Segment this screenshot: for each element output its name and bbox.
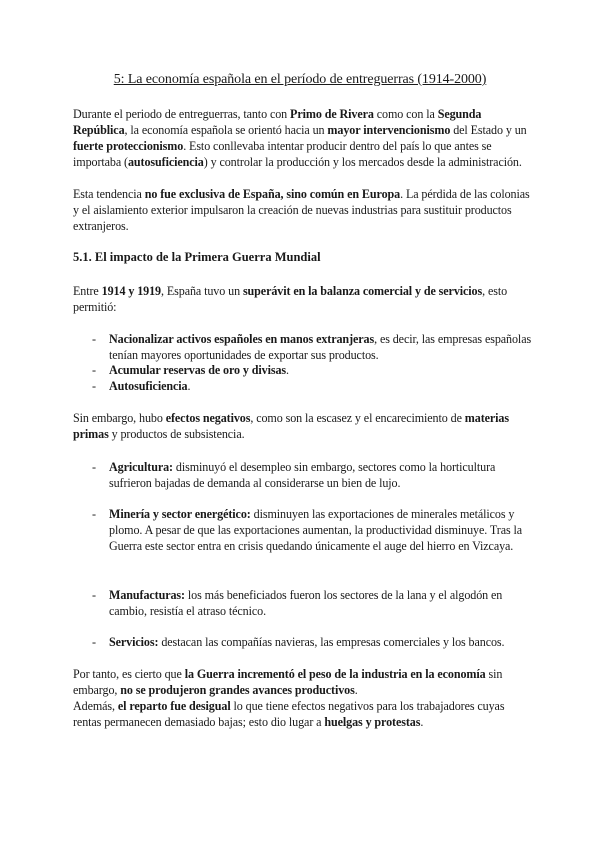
intro-text-6: ) y controlar la producción y los mercados desde la administración.	[203, 155, 522, 170]
intro-text-3: , la economía española se orientó hacia un	[124, 123, 328, 138]
list-item-text: destacan las compañías navieras, las empresas comerciales y los bancos.	[158, 635, 505, 649]
list-dash: -	[92, 460, 96, 474]
intro-bold-2: Segunda República	[73, 107, 482, 138]
list-item	[92, 506, 532, 554]
list-item	[92, 587, 532, 619]
intro-bold-5: autosuficiencia	[127, 155, 204, 170]
conclusion-text-2: sin embargo,	[73, 667, 503, 698]
list-item-text: disminuyen las exportaciones de minerales metálicos y plomo. A pesar de que las exportaciones aumentan, la productividad disminuye. Tras la Guerra este sector entra en crisis quedando únicamente el auge del hierro en Vizcaya.	[109, 507, 523, 554]
ademas-bold-2: huelgas y protestas	[324, 715, 421, 730]
intro-paragraph	[73, 106, 533, 170]
conclusion-text-3: .	[354, 683, 358, 698]
sin-embargo-paragraph	[73, 410, 533, 442]
list-item-text: .	[187, 379, 191, 393]
list-dash: -	[92, 363, 96, 377]
list-item-bold: Nacionalizar activos españoles en manos extranjeras	[109, 332, 375, 346]
list-item-text: disminuyó el desempleo sin embargo, sectores como la horticultura sufrieron bajadas de demanda al considerarse un bien de lujo.	[109, 460, 496, 491]
intro-text-4: del Estado y un	[450, 123, 527, 138]
intro-text-5: . Esto conllevaba intentar producir dentro del país lo que antes se importaba (	[73, 139, 492, 170]
sin-embargo-bold-2: materias primas	[73, 411, 509, 442]
intro-bold-1: Primo de Rivera	[290, 107, 374, 121]
list-item-text: los más beneficiados fueron los sectores de la lana y el algodón en cambio, resistía el atraso técnico.	[109, 588, 503, 619]
entre-bold-1: 1914 y 1919	[101, 284, 161, 298]
list-dash: -	[92, 588, 96, 602]
sin-embargo-bold-1: efectos negativos	[165, 411, 251, 425]
entre-text-3: , esto permitió:	[73, 284, 508, 315]
list-item-bold: Servicios:	[109, 635, 159, 649]
ademas-text-3: .	[420, 715, 424, 730]
sin-embargo-text-3: y productos de subsistencia.	[108, 427, 245, 442]
conclusion-paragraph	[73, 666, 533, 698]
list-item-bold: Manufacturas:	[109, 588, 185, 602]
ademas-text-1: Además,	[73, 699, 118, 713]
document-title: 5: La economía española en el período de entreguerras (1914-2000)	[113, 72, 487, 87]
entre-paragraph	[73, 283, 533, 315]
conclusion-bold-2: no se produjeron grandes avances productivos	[120, 683, 355, 698]
entre-text-1: Entre	[73, 284, 102, 298]
entre-bold-2: superávit en la balanza comercial y de servicios	[242, 284, 483, 298]
conclusion-text-1: Por tanto, es cierto que	[73, 667, 185, 681]
intro-text-1: Durante el periodo de entreguerras, tanto con	[73, 107, 291, 121]
list-item-bold: Agricultura:	[109, 460, 173, 474]
list-dash: -	[92, 379, 96, 393]
tendency-bold-1: no fue exclusiva de España, sino común en Europa	[144, 187, 401, 201]
ademas-text-2: lo que tiene efectos negativos para los trabajadores cuyas rentas permanecen demasiado bajas; esto dio lugar a	[73, 699, 505, 730]
intro-bold-4: fuerte proteccionismo	[73, 139, 184, 154]
tendency-paragraph	[73, 186, 533, 234]
entre-text-2: , España tuvo un	[161, 284, 243, 298]
list-item	[92, 362, 532, 378]
list-dash: -	[92, 635, 96, 649]
sin-embargo-text-2: , como son la escasez y el encarecimiento de	[250, 411, 465, 425]
list-item-text: , es decir, las empresas españolas tenían mayores oportunidades de exportar sus productos.	[109, 332, 532, 363]
list-item-text: .	[286, 363, 289, 377]
list-dash: -	[92, 332, 96, 346]
list-item	[92, 634, 532, 650]
list-item	[92, 331, 532, 363]
conclusion-bold-1: la Guerra incrementó el peso de la industria en la economía	[184, 667, 486, 681]
list-dash: -	[92, 507, 96, 521]
ademas-bold-1: el reparto fue desigual	[117, 699, 231, 713]
intro-text-2: como con la	[373, 107, 438, 121]
ademas-paragraph	[73, 698, 533, 730]
sin-embargo-text-1: Sin embargo, hubo	[73, 411, 166, 425]
list-item-bold: Minería y sector energético:	[109, 507, 251, 521]
list-item-bold: Autosuficiencia	[109, 379, 188, 393]
list-item	[92, 459, 532, 491]
tendency-text-1: Esta tendencia	[73, 187, 145, 201]
tendency-text-2: . La pérdida de las colonias y el aislamiento exterior impulsaron la creación de nuevas industrias para sustituir productos extranjeros.	[73, 187, 530, 234]
section-heading: 5.1. El impacto de la Primera Guerra Mundial	[73, 250, 321, 264]
list-item	[92, 378, 532, 394]
intro-bold-3: mayor intervencionismo	[327, 123, 451, 138]
list-item-bold: Acumular reservas de oro y divisas	[109, 363, 286, 377]
